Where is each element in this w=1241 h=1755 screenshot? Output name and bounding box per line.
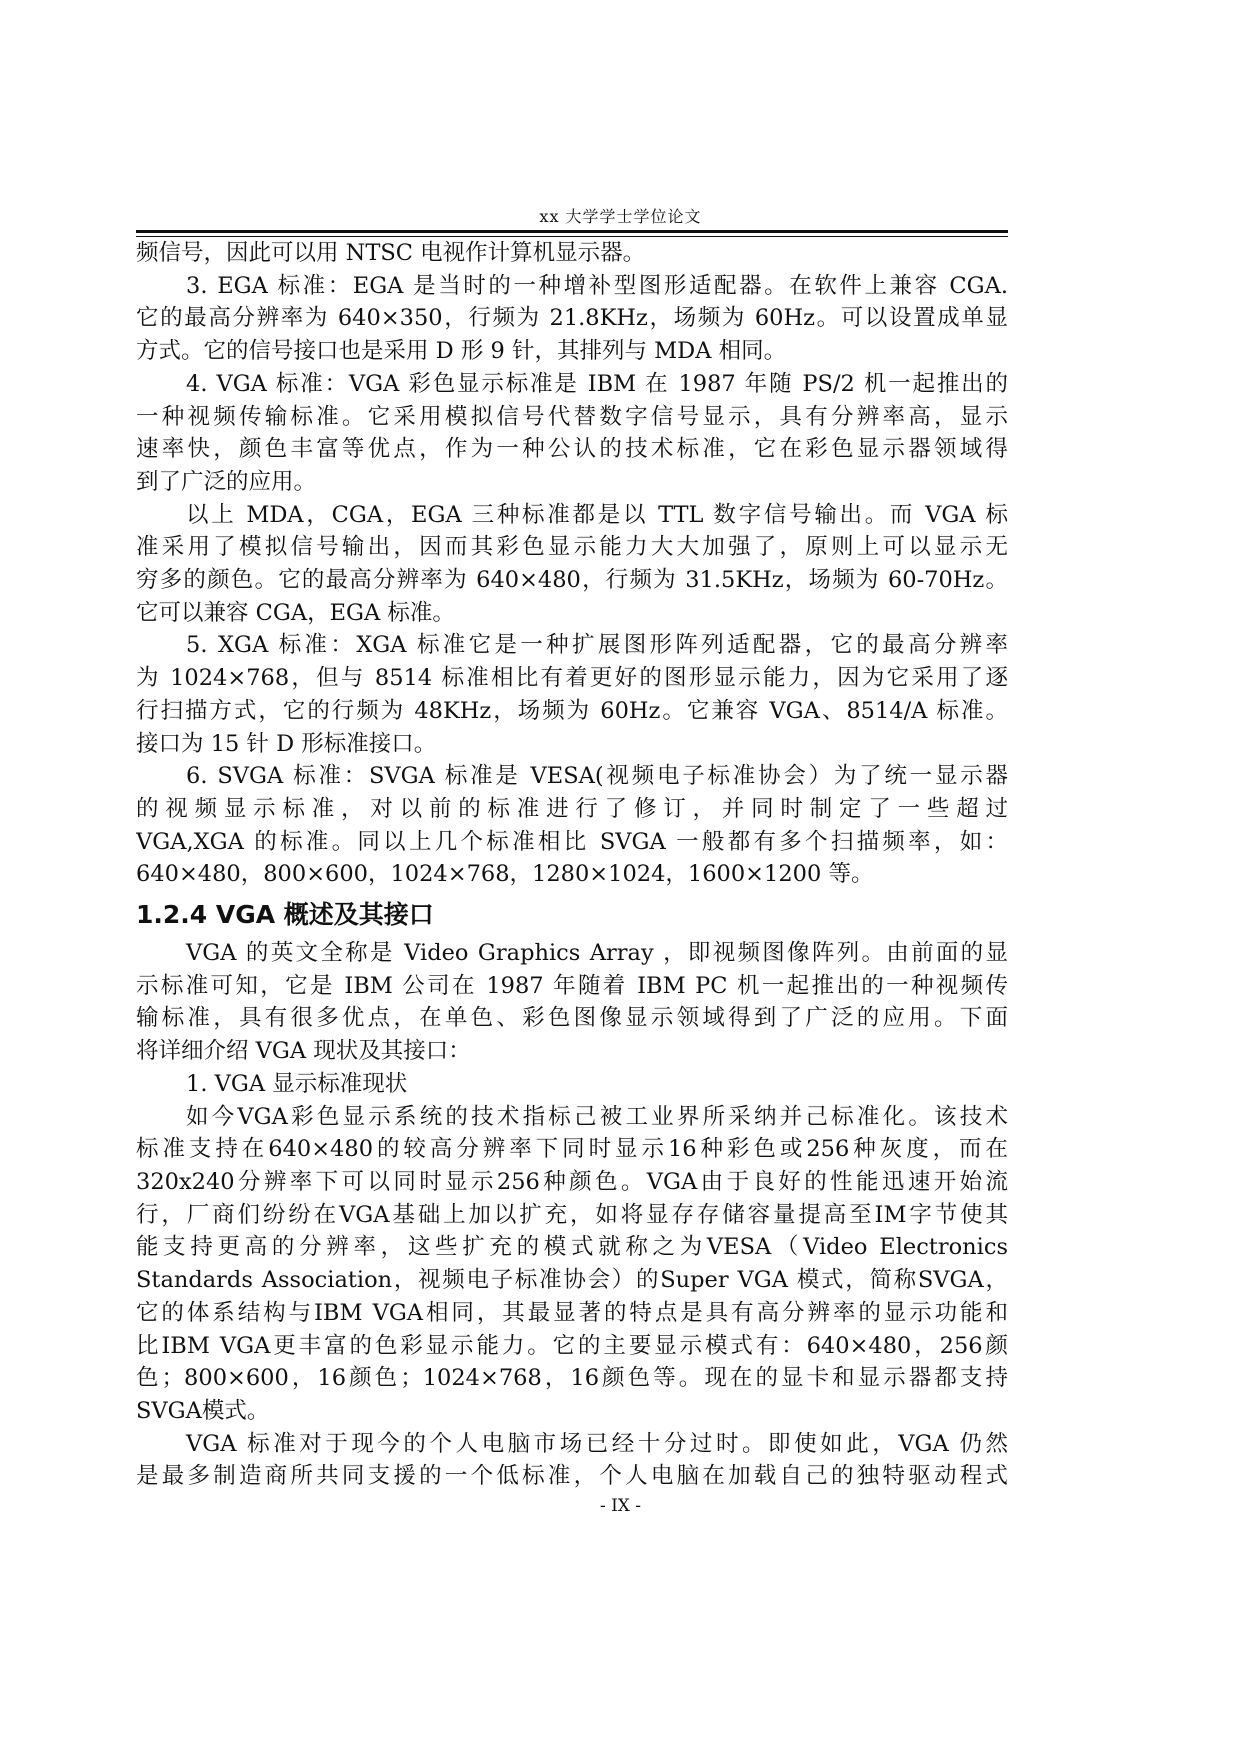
text-line: 6. SVGA 标准：SVGA 标准是 VESA(视频电子标准协会）为了统一显示器 — [186, 763, 1008, 790]
text-line: 穷多的颜色。它的最高分辨率为 640×480，行频为 31.5KHz，场频为 60-70Hz。 — [136, 567, 1008, 594]
text-line: 频信号，因此可以用 NTSC 电视作计算机显示器。 — [136, 240, 646, 266]
paragraphs-before-heading — [136, 237, 1008, 891]
text-line: 色；800×600，16颜色；1024×768，16颜色等。现在的显卡和显示器都支持 — [136, 1365, 1008, 1392]
text-line: 能支持更高的分辨率，这些扩充的模式就称之为VESA（Video Electronics — [136, 1234, 1008, 1261]
text-line: 将详细介绍 VGA 现状及其接口： — [136, 1038, 471, 1065]
text-line: 速率快，颜色丰富等优点，作为一种公认的技术标准，它在彩色显示器领域得 — [136, 436, 1008, 463]
text-line: VGA 标准对于现今的个人电脑市场已经十分过时。即使如此，VGA 仍然 — [186, 1430, 1008, 1457]
page-number: - IX - — [599, 1496, 642, 1516]
paragraphs-after-heading — [136, 937, 1008, 1493]
text-line: 是最多制造商所共同支援的一个低标准，个人电脑在加载自己的独特驱动程式 — [136, 1463, 1008, 1490]
text-line: SVGA模式。 — [136, 1397, 270, 1424]
text-line: 它可以兼容 CGA，EGA 标准。 — [136, 599, 455, 626]
text-line: VGA,XGA 的标准。同以上几个标准相比 SVGA 一般都有多个扫描频率，如： — [136, 828, 1008, 855]
text-line: 的视频显示标准，对以前的标准进行了修订，并同时制定了一些超过 — [136, 795, 1008, 822]
text-line: 4. VGA 标准：VGA 彩色显示标准是 IBM 在 1987 年随 PS/2 机一起推出的 — [186, 370, 1008, 397]
text-line: 一种视频传输标准。它采用模拟信号代替数字信号显示，具有分辨率高，显示 — [136, 403, 1008, 430]
text-line: 以上 MDA，CGA，EGA 三种标准都是以 TTL 数字信号输出。而 VGA 标 — [186, 501, 1008, 528]
text-line: Standards Association，视频电子标准协会）的Super VGA 模式，简称SVGA， — [136, 1267, 1008, 1294]
text-line: VGA 的英文全称是 Video Graphics Array ，即视频图像阵列。由前面的显 — [186, 940, 1008, 967]
text-line: 输标准，具有很多优点，在单色、彩色图像显示领域得到了广泛的应用。下面 — [136, 1005, 1008, 1032]
text-line: 3. EGA 标准：EGA 是当时的一种增补型图形适配器。在软件上兼容 CGA. — [186, 272, 1008, 299]
section-heading: 1.2.4 VGA 概述及其接口 — [136, 900, 434, 930]
text-line: 标准支持在640×480的较高分辨率下同时显示16种彩色或256种灰度，而在 — [136, 1136, 1008, 1163]
text-line: 准采用了模拟信号输出，因而其彩色显示能力大大加强了，原则上可以显示无 — [136, 534, 1008, 561]
text-line: 它的体系结构与IBM VGA相同，其最显著的特点是具有高分辨率的显示功能和 — [136, 1299, 1008, 1326]
text-line: 5. XGA 标准：XGA 标准它是一种扩展图形阵列适配器，它的最高分辨率 — [186, 632, 1008, 659]
text-line: 示标准可知，它是 IBM 公司在 1987 年随着 IBM PC 机一起推出的一种视频传 — [136, 972, 1008, 999]
body-text — [136, 237, 1008, 1493]
text-line: 1. VGA 显示标准现状 — [186, 1070, 408, 1097]
text-line: 比IBM VGA更丰富的色彩显示能力。它的主要显示模式有：640×480，256颜 — [136, 1332, 1008, 1359]
text-line: 如今VGA彩色显示系统的技术指标己被工业界所采纳并己标准化。该技术 — [186, 1103, 1008, 1130]
text-line: 为 1024×768，但与 8514 标准相比有着更好的图形显示能力，因为它采用了逐 — [136, 665, 1008, 692]
running-header: xx 大学学士学位论文 — [539, 207, 702, 226]
text-line: 320x240分辨率下可以同时显示256种颜色。VGA由于良好的性能迅速开始流 — [136, 1168, 1008, 1195]
text-line: 到了广泛的应用。 — [136, 468, 317, 495]
text-line: 方式。它的信号接口也是采用 D 形 9 针，其排列与 MDA 相同。 — [136, 338, 787, 365]
text-line: 它的最高分辨率为 640×350，行频为 21.8KHz，场频为 60Hz。可以设置成单显 — [136, 305, 1008, 332]
text-line: 接口为 15 针 D 形标准接口。 — [136, 730, 437, 757]
header-rule-thick — [136, 230, 1008, 233]
text-line: 行扫描方式，它的行频为 48KHz，场频为 60Hz。它兼容 VGA、8514/A 标准。 — [136, 697, 1008, 724]
text-line: 行，厂商们纷纷在VGA基础上加以扩充，如将显存存储容量提高至IM字节使其 — [136, 1201, 1008, 1228]
text-line: 640×480，800×600，1024×768，1280×1024，1600×1200 等。 — [136, 861, 874, 888]
